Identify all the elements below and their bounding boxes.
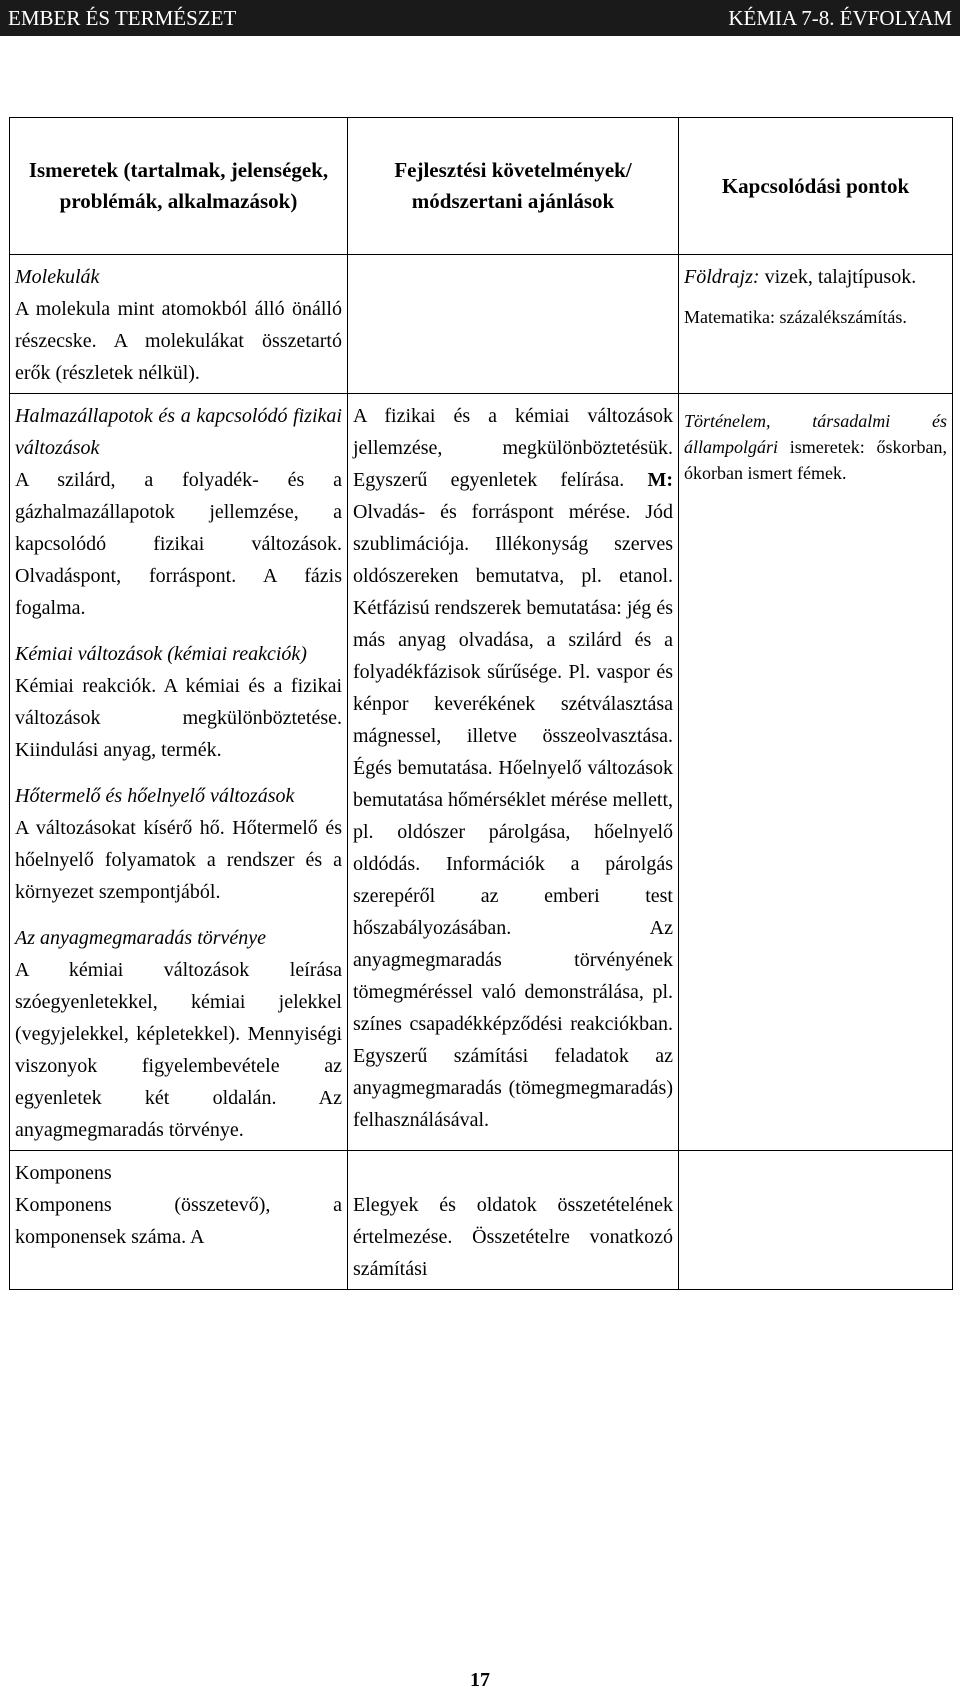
topic-title: Molekulák <box>15 266 100 288</box>
cell-elegyek <box>348 1151 679 1290</box>
link-text-tortenelem: ismeretek: őskorban, ókorban ismert fémek. <box>684 437 947 483</box>
cell-kapcsolodas-2 <box>679 394 953 1151</box>
measurement-label: M: <box>647 469 673 491</box>
topic-block <box>15 400 342 624</box>
topic-title: Hőtermelő és hőelnyelő változások <box>15 785 295 807</box>
page-header <box>0 0 960 36</box>
topic-title: Kémiai változások (kémiai reakciók) <box>15 643 307 665</box>
cell-empty <box>348 255 679 394</box>
topic-text: Komponens (összetevő), a komponensek száma. A <box>15 1194 342 1248</box>
topic-text: Kémiai reakciók. A kémiai és a fizikai változások megkülönböztetése. Kiindulási anyag, termék. <box>15 675 342 761</box>
cell-komponens <box>10 1151 348 1290</box>
topic-title: Komponens <box>15 1162 112 1184</box>
header-left: EMBER ÉS TERMÉSZET <box>8 6 237 30</box>
topic-title: Halmazállapotok és a kapcsolódó fizikai változások <box>15 405 342 459</box>
table-row <box>10 255 953 394</box>
topic-block <box>15 922 342 1146</box>
table-row <box>10 1151 953 1290</box>
curriculum-table <box>9 117 953 1290</box>
link-label-matematika: Matematika: <box>684 307 775 327</box>
link-text-foldrajz: vizek, talajtípusok. <box>764 266 917 288</box>
column-header-fejlesztesi: Fejlesztési követelmények/ módszertani ajánlások <box>348 118 679 255</box>
topic-text: A kémiai változások leírása szóegyenletekkel, kémiai jelekkel (vegyjelekkel, képletekkel). Mennyiségi viszonyok figyelembevétele az egyenletek két oldalán. Az anyagmegmaradás törvénye. <box>15 959 342 1141</box>
topic-block <box>15 638 342 766</box>
cell-molekulak <box>10 255 348 394</box>
page-number: 17 <box>470 1669 490 1691</box>
link-label-foldrajz: Földrajz: <box>684 266 760 288</box>
cell-topics <box>10 394 348 1151</box>
column-header-kapcsolodasi: Kapcsolódási pontok <box>679 118 953 255</box>
topic-text: A molekula mint atomokból álló önálló részecske. A molekulákat összetartó erők (részletek nélkül). <box>15 298 342 384</box>
cell-empty <box>679 1151 953 1290</box>
header-right: KÉMIA 7-8. ÉVFOLYAM <box>728 6 952 30</box>
topic-title: Az anyagmegmaradás törvénye <box>15 927 267 949</box>
requirement-text-1: A fizikai és a kémiai változások jellemzése, megkülönböztetésük. Egyszerű egyenletek felírása. <box>353 405 673 491</box>
cell-kapcsolodas-1 <box>679 255 953 394</box>
cell-requirements <box>348 394 679 1151</box>
column-header-ismeretek: Ismeretek (tartalmak, jelenségek, problémák, alkalmazások) <box>10 118 348 255</box>
requirement-text-2: Olvadás- és forráspont mérése. Jód szublimációja. Illékonyság szerves oldószereken bemutatva, pl. etanol. Kétfázisú rendszerek bemutatása: jég és más anyag olvadása, a szilárd és a folyadékfázisok sűrűsége. Pl. vaspor és kénpor keverékének szétválasztása mágnessel, illetve összeolvasztása. Égés bemutatása. Hőelnyelő változások bemutatása hőmérséklet mérése mellett, pl. oldószer párolgása, hőelnyelő oldódás. Információk a párolgás szerepéről az emberi test hőszabályozásában. Az anyagmegmaradás törvényének tömegméréssel való demonstrálása, pl. színes csapadékképződési reakciókban. Egyszerű számítási feladatok az anyagmegmaradás (tömegmegmaradás) felhasználásával. <box>353 501 673 1131</box>
topic-block <box>15 780 342 908</box>
table-row <box>10 394 953 1151</box>
requirement-text: Elegyek és oldatok összetételének értelmezése. Összetételre vonatkozó számítási <box>353 1194 673 1280</box>
link-label-tortenelem: Történelem, társadalmi és állampolgári <box>684 411 947 457</box>
table-header-row <box>10 118 953 255</box>
topic-text: A változásokat kísérő hő. Hőtermelő és hőelnyelő folyamatok a rendszer és a környezet szempontjából. <box>15 817 342 903</box>
link-text-matematika: százalékszámítás. <box>779 307 907 327</box>
topic-text: A szilárd, a folyadék- és a gázhalmazállapotok jellemzése, a kapcsolódó fizikai változások. Olvadáspont, forráspont. A fázis fogalma. <box>15 469 342 619</box>
